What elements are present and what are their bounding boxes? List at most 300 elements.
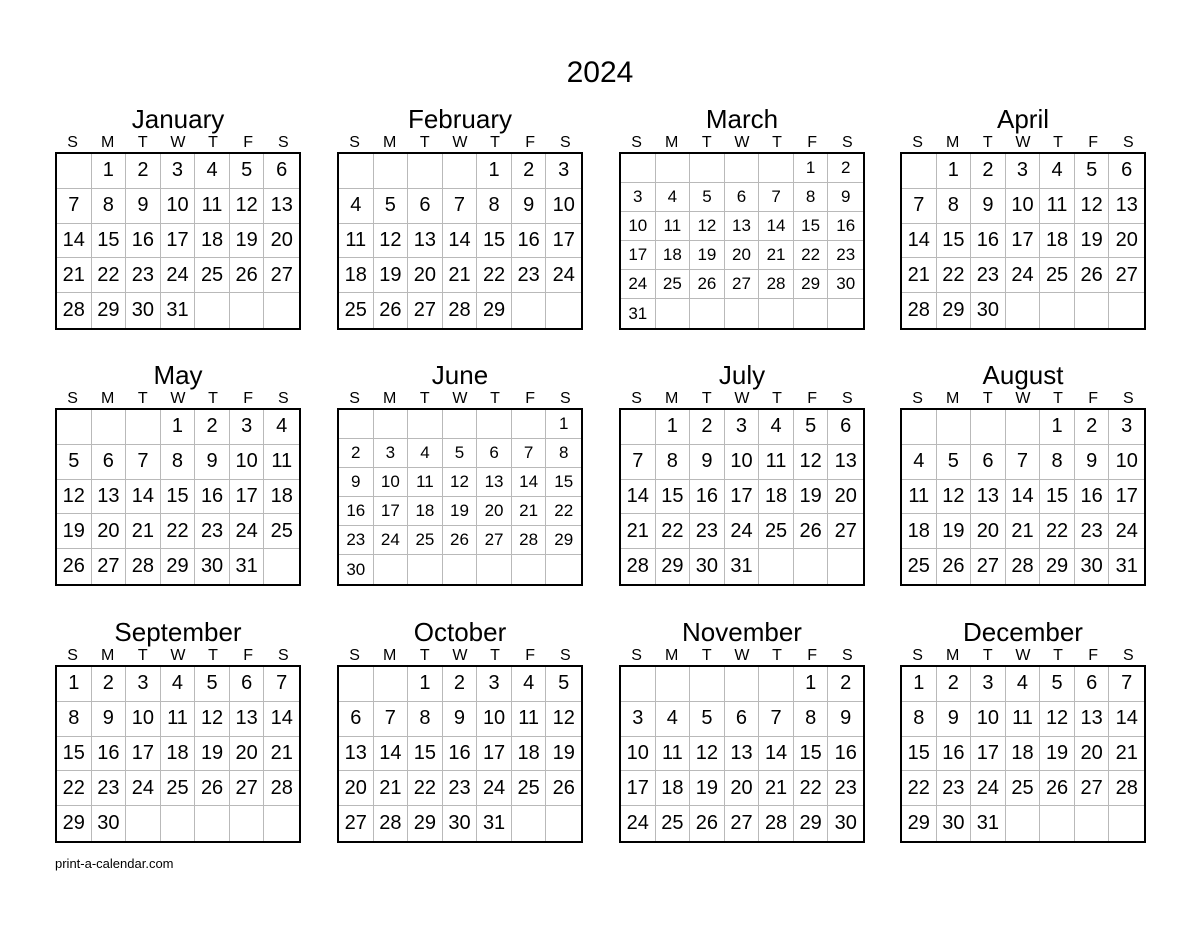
- year-title: 2024: [566, 56, 634, 89]
- weekday-label: S: [349, 134, 360, 151]
- day-cell: 1: [902, 667, 937, 702]
- weekday-label: W: [170, 390, 186, 407]
- day-cell: 27: [230, 771, 265, 806]
- day-cell: 1: [57, 667, 92, 702]
- day-cell: 13: [725, 737, 760, 772]
- day-cell: 8: [161, 445, 196, 480]
- empty-day-cell: [92, 410, 127, 445]
- weekday-label: T: [1053, 134, 1063, 151]
- day-cell: 30: [126, 293, 161, 328]
- day-cell: 26: [374, 293, 409, 328]
- weekday-label: W: [170, 647, 186, 664]
- day-cell: 1: [656, 410, 691, 445]
- weekday-label: W: [734, 134, 750, 151]
- month-name: May: [153, 360, 203, 390]
- day-cell: 17: [1109, 480, 1144, 515]
- day-cell: 26: [546, 771, 581, 806]
- day-cell: 22: [546, 497, 581, 526]
- day-cell: 23: [512, 258, 547, 293]
- day-cell: 2: [443, 667, 478, 702]
- weekday-label: T: [772, 134, 782, 151]
- day-cell: 10: [477, 702, 512, 737]
- day-cell: 16: [690, 480, 725, 515]
- day-cell: 28: [759, 806, 794, 841]
- weekday-label: W: [1015, 647, 1031, 664]
- day-cell: 20: [408, 258, 443, 293]
- weekday-label: S: [1122, 134, 1134, 151]
- day-cell: 30: [195, 549, 230, 584]
- empty-day-cell: [512, 410, 547, 439]
- day-cell: 14: [1006, 480, 1041, 515]
- day-cell: 4: [1006, 667, 1041, 702]
- day-cell: 18: [408, 497, 443, 526]
- weekday-label: W: [1015, 390, 1031, 407]
- empty-day-cell: [126, 806, 161, 841]
- day-cell: 15: [937, 224, 972, 259]
- day-cell: 23: [1075, 514, 1110, 549]
- day-cell: 4: [656, 702, 691, 737]
- day-cell: 22: [902, 771, 937, 806]
- day-cell: 24: [126, 771, 161, 806]
- weekday-label: W: [1015, 134, 1031, 151]
- day-cell: 12: [546, 702, 581, 737]
- day-cell: 10: [971, 702, 1006, 737]
- empty-day-cell: [690, 154, 725, 183]
- day-cell: 1: [794, 154, 829, 183]
- day-cell: 31: [1115, 555, 1138, 578]
- day-cell: 20: [725, 241, 760, 270]
- empty-day-cell: [1075, 806, 1110, 841]
- day-cell: 18: [656, 241, 691, 270]
- day-cell: 27: [725, 270, 760, 299]
- day-cell: 16: [92, 737, 127, 772]
- weekday-label: T: [137, 647, 148, 664]
- day-cell: 11: [512, 702, 547, 737]
- weekday-label: M: [946, 134, 960, 151]
- day-cell: 12: [195, 702, 230, 737]
- day-cell: 27: [1109, 258, 1144, 293]
- day-cell: 8: [57, 702, 92, 737]
- month-name: June: [431, 360, 489, 390]
- day-cell: 13: [230, 702, 265, 737]
- day-cell: 9: [828, 702, 863, 737]
- weekday-header: [900, 391, 1146, 407]
- day-cell: 17: [126, 737, 161, 772]
- empty-day-cell: [57, 410, 92, 445]
- day-cell: 6: [1075, 667, 1110, 702]
- weekday-label: T: [982, 390, 993, 407]
- day-cell: 16: [512, 224, 547, 259]
- day-cell: 14: [621, 480, 656, 515]
- weekday-header: [619, 135, 865, 151]
- day-cell: 3: [971, 667, 1006, 702]
- day-cell: 18: [339, 258, 374, 293]
- day-cell: 26: [1075, 258, 1110, 293]
- month-name: November: [682, 617, 802, 647]
- weekday-header: [900, 135, 1146, 151]
- day-cell: 24: [621, 270, 656, 299]
- weekday-label: T: [1053, 647, 1063, 664]
- day-cell: 20: [725, 771, 760, 806]
- day-cell: 11: [161, 702, 196, 737]
- weekday-label: T: [490, 647, 500, 664]
- day-cell: 3: [1109, 410, 1144, 445]
- day-cell: 8: [902, 702, 937, 737]
- empty-day-cell: [794, 299, 829, 328]
- day-cell: 19: [443, 497, 478, 526]
- day-cell: 7: [1109, 667, 1144, 702]
- empty-day-cell: [902, 154, 937, 189]
- day-cell: 2: [512, 154, 547, 189]
- weekday-header: [619, 391, 865, 407]
- day-cell: 20: [339, 771, 374, 806]
- empty-day-cell: [828, 299, 863, 328]
- weekday-label: T: [490, 134, 500, 151]
- day-cell: 26: [937, 549, 972, 584]
- empty-day-cell: [902, 410, 937, 445]
- day-cell: 3: [725, 410, 760, 445]
- day-cell: 12: [690, 737, 725, 772]
- day-cell: 29: [656, 549, 691, 584]
- day-cell: 28: [512, 526, 547, 555]
- empty-day-cell: [546, 555, 581, 584]
- day-cell: 19: [1075, 224, 1110, 259]
- weekday-label: S: [1122, 647, 1134, 664]
- day-cell: 12: [374, 224, 409, 259]
- weekday-label: S: [277, 390, 289, 407]
- weekday-label: S: [631, 134, 642, 151]
- day-cell: 16: [195, 480, 230, 515]
- month-name: January: [131, 104, 225, 134]
- day-cell: 16: [126, 224, 161, 259]
- weekday-label: F: [807, 134, 818, 151]
- day-cell: 28: [443, 293, 478, 328]
- day-cell: 1: [1040, 410, 1075, 445]
- empty-day-cell: [794, 549, 829, 584]
- day-cell: 26: [230, 258, 265, 293]
- day-cell: 5: [690, 702, 725, 737]
- weekday-label: S: [349, 647, 360, 664]
- day-cell: 14: [1109, 702, 1144, 737]
- empty-day-cell: [264, 293, 299, 328]
- day-cell: 16: [828, 737, 863, 772]
- day-cell: 15: [656, 480, 691, 515]
- day-cell: 13: [1075, 702, 1110, 737]
- month-day-grid: [55, 152, 301, 330]
- weekday-label: T: [419, 647, 430, 664]
- day-cell: 12: [1075, 189, 1110, 224]
- day-cell: 6: [971, 445, 1006, 480]
- day-cell: 10: [1006, 189, 1041, 224]
- empty-day-cell: [512, 806, 547, 841]
- day-cell: 27: [339, 806, 374, 841]
- day-cell: 28: [374, 806, 409, 841]
- empty-day-cell: [937, 410, 972, 445]
- day-cell: 16: [971, 224, 1006, 259]
- day-cell: 10: [161, 189, 196, 224]
- day-cell: 26: [443, 526, 478, 555]
- day-cell: 19: [937, 514, 972, 549]
- day-cell: 12: [1040, 702, 1075, 737]
- weekday-label: T: [1053, 390, 1063, 407]
- day-cell: 17: [621, 771, 656, 806]
- day-cell: 21: [443, 258, 478, 293]
- empty-day-cell: [264, 806, 299, 841]
- empty-day-cell: [195, 806, 230, 841]
- weekday-label: T: [701, 390, 712, 407]
- day-cell: 2: [195, 410, 230, 445]
- day-cell: 25: [1006, 771, 1041, 806]
- weekday-label: S: [67, 134, 78, 151]
- day-cell: 28: [621, 549, 656, 584]
- weekday-label: T: [137, 390, 148, 407]
- day-cell: 18: [1040, 224, 1075, 259]
- day-cell: 2: [937, 667, 972, 702]
- day-cell: 31: [621, 299, 656, 328]
- day-cell: 4: [902, 445, 937, 480]
- day-cell: 18: [161, 737, 196, 772]
- weekday-label: W: [734, 647, 750, 664]
- day-cell: 29: [794, 806, 829, 841]
- day-cell: 25: [902, 549, 937, 584]
- day-cell: 10: [546, 189, 581, 224]
- day-cell: 21: [759, 771, 794, 806]
- day-cell: 28: [1006, 549, 1041, 584]
- day-cell: 22: [57, 771, 92, 806]
- empty-day-cell: [1006, 806, 1041, 841]
- day-cell: 22: [794, 771, 829, 806]
- day-cell: 20: [1075, 737, 1110, 772]
- empty-day-cell: [725, 667, 760, 702]
- day-cell: 8: [656, 445, 691, 480]
- weekday-label: M: [665, 390, 679, 407]
- day-cell: 28: [126, 549, 161, 584]
- day-cell: 29: [937, 293, 972, 328]
- day-cell: 22: [408, 771, 443, 806]
- empty-day-cell: [656, 299, 691, 328]
- day-cell: 2: [339, 439, 374, 468]
- day-cell: 7: [759, 702, 794, 737]
- day-cell: 11: [759, 445, 794, 480]
- day-cell: 3: [1006, 154, 1041, 189]
- weekday-label: M: [383, 390, 397, 407]
- day-cell: 31: [477, 806, 512, 841]
- day-cell: 2: [690, 410, 725, 445]
- weekday-label: M: [101, 134, 115, 151]
- day-cell: 29: [161, 549, 196, 584]
- weekday-label: F: [525, 390, 536, 407]
- weekday-label: S: [559, 390, 571, 407]
- footer-credit: print-a-calendar.com: [55, 856, 174, 871]
- weekday-label: T: [982, 647, 993, 664]
- day-cell: 2: [828, 667, 863, 702]
- day-cell: 29: [477, 293, 512, 328]
- weekday-label: W: [170, 134, 186, 151]
- day-cell: 17: [161, 224, 196, 259]
- day-cell: 14: [902, 224, 937, 259]
- day-cell: 24: [374, 526, 409, 555]
- day-cell: 6: [92, 445, 127, 480]
- day-cell: 19: [1040, 737, 1075, 772]
- empty-day-cell: [374, 555, 409, 584]
- weekday-label: S: [631, 390, 642, 407]
- empty-day-cell: [443, 555, 478, 584]
- day-cell: 31: [725, 549, 760, 584]
- weekday-label: W: [452, 134, 468, 151]
- empty-day-cell: [512, 293, 547, 328]
- month-day-grid: [337, 152, 583, 330]
- day-cell: 20: [230, 737, 265, 772]
- day-cell: 15: [477, 224, 512, 259]
- day-cell: 27: [477, 526, 512, 555]
- month-name: December: [963, 617, 1083, 647]
- day-cell: 8: [937, 189, 972, 224]
- day-cell: 23: [339, 526, 374, 555]
- day-cell: 22: [92, 258, 127, 293]
- weekday-label: S: [349, 390, 360, 407]
- empty-day-cell: [656, 667, 691, 702]
- day-cell: 9: [1075, 445, 1110, 480]
- weekday-label: T: [772, 647, 782, 664]
- day-cell: 3: [161, 154, 196, 189]
- day-cell: 5: [374, 189, 409, 224]
- day-cell: 6: [1109, 154, 1144, 189]
- day-cell: 5: [1040, 667, 1075, 702]
- day-cell: 31: [971, 806, 1006, 841]
- weekday-header: [55, 135, 301, 151]
- empty-day-cell: [1109, 806, 1144, 841]
- day-cell: 21: [264, 737, 299, 772]
- day-cell: 4: [408, 439, 443, 468]
- day-cell: 25: [1040, 258, 1075, 293]
- day-cell: 21: [1109, 737, 1144, 772]
- day-cell: 2: [126, 154, 161, 189]
- empty-day-cell: [546, 806, 581, 841]
- day-cell: 8: [477, 189, 512, 224]
- empty-day-cell: [656, 154, 691, 183]
- day-cell: 27: [1075, 771, 1110, 806]
- day-cell: 17: [971, 737, 1006, 772]
- weekday-label: T: [701, 134, 712, 151]
- weekday-label: S: [67, 647, 78, 664]
- weekday-label: S: [559, 134, 571, 151]
- day-cell: 12: [690, 212, 725, 241]
- day-cell: 6: [477, 439, 512, 468]
- day-cell: 8: [794, 183, 829, 212]
- day-cell: 15: [92, 224, 127, 259]
- day-cell: 30: [828, 270, 863, 299]
- day-cell: 26: [690, 270, 725, 299]
- day-cell: 5: [937, 445, 972, 480]
- month-name: April: [996, 104, 1049, 134]
- day-cell: 22: [1040, 514, 1075, 549]
- day-cell: 14: [264, 702, 299, 737]
- day-cell: 3: [230, 410, 265, 445]
- day-cell: 11: [339, 224, 374, 259]
- empty-day-cell: [443, 410, 478, 439]
- empty-day-cell: [759, 299, 794, 328]
- day-cell: 9: [828, 183, 863, 212]
- day-cell: 9: [195, 445, 230, 480]
- day-cell: 28: [57, 293, 92, 328]
- day-cell: 30: [443, 806, 478, 841]
- day-cell: 2: [1075, 410, 1110, 445]
- day-cell: 23: [195, 514, 230, 549]
- empty-day-cell: [408, 410, 443, 439]
- day-cell: 21: [374, 771, 409, 806]
- day-cell: 4: [195, 154, 230, 189]
- day-cell: 30: [92, 806, 127, 841]
- day-cell: 5: [690, 183, 725, 212]
- weekday-label: S: [67, 390, 78, 407]
- day-cell: 2: [92, 667, 127, 702]
- month-day-grid: [619, 408, 865, 586]
- weekday-label: S: [912, 134, 923, 151]
- day-cell: 8: [546, 439, 581, 468]
- empty-day-cell: [195, 293, 230, 328]
- day-cell: 15: [161, 480, 196, 515]
- day-cell: 30: [690, 549, 725, 584]
- day-cell: 17: [1006, 224, 1041, 259]
- day-cell: 26: [195, 771, 230, 806]
- day-cell: 21: [621, 514, 656, 549]
- empty-day-cell: [161, 806, 196, 841]
- day-cell: 18: [1006, 737, 1041, 772]
- day-cell: 3: [621, 183, 656, 212]
- weekday-label: F: [1088, 390, 1099, 407]
- day-cell: 3: [621, 702, 656, 737]
- weekday-label: M: [101, 390, 115, 407]
- empty-day-cell: [443, 154, 478, 189]
- day-cell: 25: [656, 270, 691, 299]
- weekday-label: S: [1122, 390, 1134, 407]
- weekday-label: T: [490, 390, 500, 407]
- day-cell: 9: [339, 468, 374, 497]
- empty-day-cell: [339, 667, 374, 702]
- empty-day-cell: [971, 410, 1006, 445]
- day-cell: 11: [656, 737, 691, 772]
- day-cell: 23: [828, 241, 863, 270]
- day-cell: 21: [1006, 514, 1041, 549]
- day-cell: 11: [264, 445, 299, 480]
- weekday-label: F: [1088, 647, 1099, 664]
- day-cell: 7: [126, 445, 161, 480]
- day-cell: 27: [828, 514, 863, 549]
- day-cell: 17: [374, 497, 409, 526]
- month-day-grid: [900, 152, 1146, 330]
- day-cell: 21: [512, 497, 547, 526]
- day-cell: 15: [902, 737, 937, 772]
- weekday-label: S: [912, 647, 923, 664]
- day-cell: 25: [161, 771, 196, 806]
- day-cell: 7: [374, 702, 409, 737]
- day-cell: 13: [339, 737, 374, 772]
- day-cell: 16: [1075, 480, 1110, 515]
- day-cell: 26: [794, 514, 829, 549]
- empty-day-cell: [1040, 293, 1075, 328]
- weekday-label: S: [841, 647, 853, 664]
- day-cell: 23: [971, 258, 1006, 293]
- day-cell: 25: [408, 526, 443, 555]
- day-cell: 30: [1075, 549, 1110, 584]
- day-cell: 26: [1040, 771, 1075, 806]
- empty-day-cell: [230, 293, 265, 328]
- day-cell: 7: [264, 667, 299, 702]
- day-cell: 22: [937, 258, 972, 293]
- day-cell: 3: [126, 667, 161, 702]
- day-cell: 13: [264, 189, 299, 224]
- day-cell: 27: [264, 258, 299, 293]
